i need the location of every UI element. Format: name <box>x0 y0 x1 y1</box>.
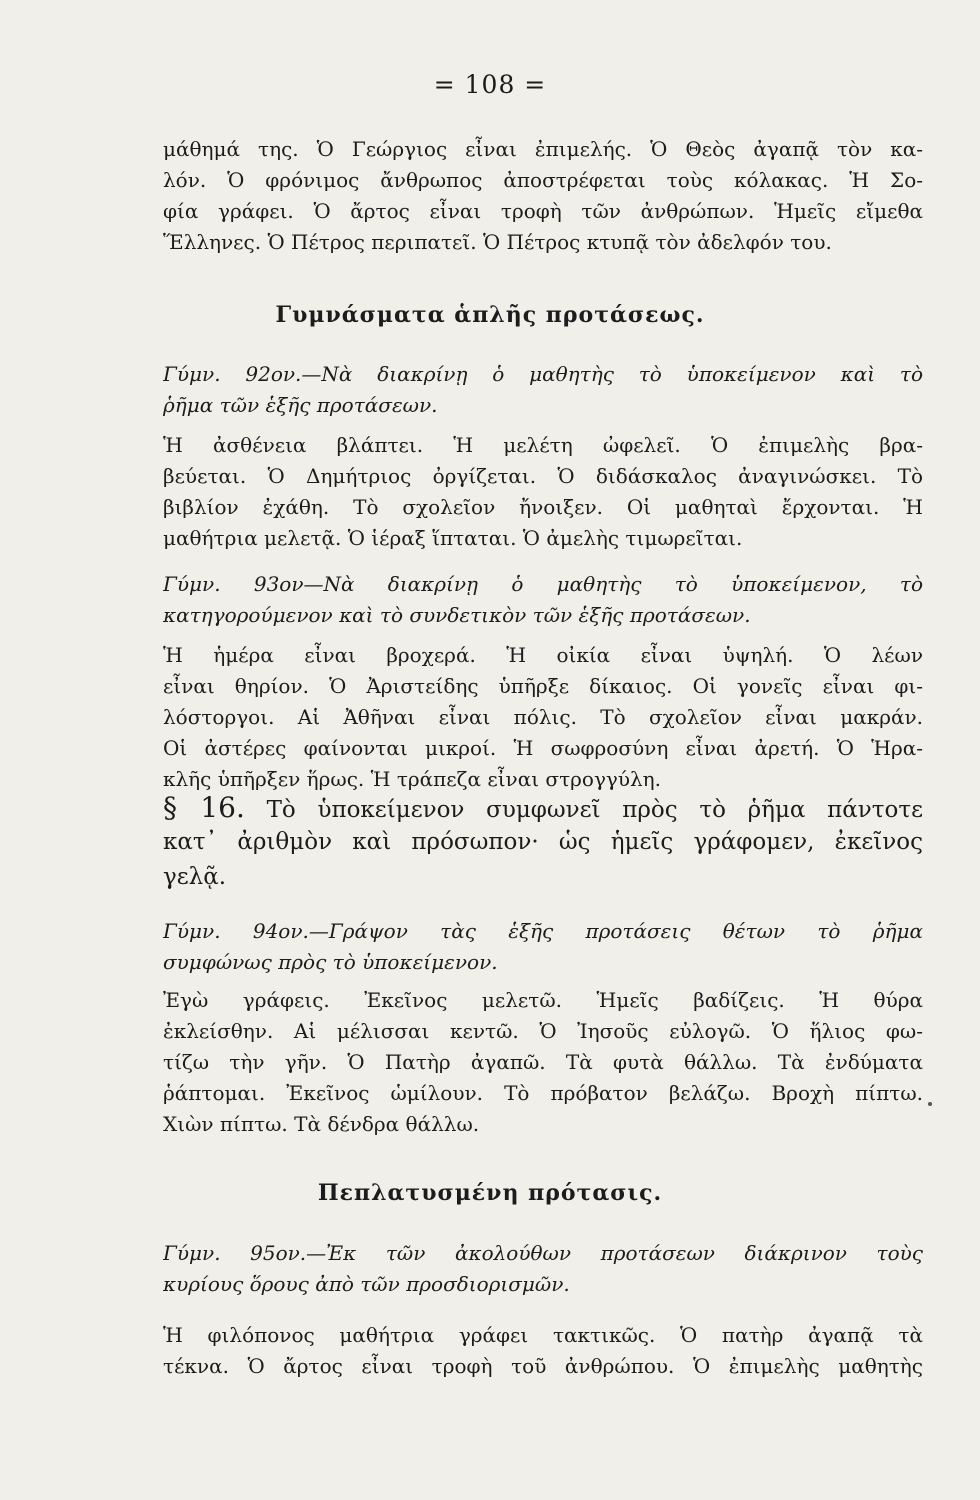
text-line: εἶναι θηρίον. Ὁ Ἀριστείδης ὑπῆρξε δίκαιος. Οἱ γονεῖς εἶναι φι- <box>163 674 923 698</box>
text-line: βιβλίον ἐχάθη. Τὸ σχολεῖον ἤνοιξεν. Οἱ μαθηταὶ ἔρχονται. Ἡ <box>163 495 923 519</box>
text-line: Γύμν. 92ον.—Νὰ διακρίνῃ ὁ μαθητὴς τὸ ὑποκείμενον καὶ τὸ <box>163 362 923 386</box>
text-line: Ἡ ἀσθένεια βλάπτει. Ἡ μελέτη ὠφελεῖ. Ὁ ἐπιμελὴς βρα- <box>163 433 923 457</box>
text-line: Γύμν. 93ον—Νὰ διακρίνῃ ὁ μαθητὴς τὸ ὑποκείμενον, τὸ <box>163 572 923 596</box>
text-line: μάθημά της. Ὁ Γεώργιος εἶναι ἐπιμελής. Ὁ Θεὸς ἀγαπᾷ τὸν κα- <box>163 137 923 161</box>
text-line: φία γράφει. Ὁ ἄρτος εἶναι τροφὴ τῶν ἀνθρώπων. Ἡμεῖς εἴμεθα <box>163 199 923 223</box>
exercise-95-text <box>163 1320 923 1382</box>
text-line: γελᾷ. <box>163 864 227 890</box>
text-line: συμφώνως πρὸς τὸ ὑποκείμενον. <box>163 950 498 974</box>
text-line: κλῆς ὑπῆρξεν ἥρως. Ἡ τράπεζα εἶναι στρογγύλη. <box>163 767 662 791</box>
text-line: λόν. Ὁ φρόνιμος ἄνθρωπος ἀποστρέφεται τοὺς κόλακας. Ἡ Σο- <box>163 168 923 192</box>
text-line: ἐκλείσθην. Αἱ μέλισσαι κεντῶ. Ὁ Ἰησοῦς εὐλογῶ. Ὁ ἥλιος φω- <box>163 1019 923 1043</box>
exercise-92-instruction <box>163 359 923 421</box>
text-line: τίζω τὴν γῆν. Ὁ Πατὴρ ἀγαπῶ. Τὰ φυτὰ θάλλω. Τὰ ἐνδύματα <box>163 1050 923 1074</box>
text-line: Γύμν. 94ον.—Γράψον τὰς ἑξῆς προτάσεις θέτων τὸ ῥῆμα <box>163 919 923 943</box>
text-line: κυρίους ὅρους ἀπὸ τῶν προσδιορισμῶν. <box>163 1272 570 1296</box>
text-line: Γύμν. 95ον.—Ἐκ τῶν ἀκολούθων προτάσεων διάκρινον τοὺς <box>163 1241 923 1265</box>
exercise-93-text <box>163 640 923 795</box>
text-line: μαθήτρια μελετᾷ. Ὁ ἱέραξ ἵπταται. Ὁ ἀμελὴς τιμωρεῖται. <box>163 526 743 550</box>
intro-paragraph <box>163 134 923 258</box>
text-line: κατ᾽ ἀριθμὸν καὶ πρόσωπον· ὡς ἡμεῖς γράφομεν, ἐκεῖνος <box>163 829 923 855</box>
text-line: ῥῆμα τῶν ἑξῆς προτάσεων. <box>163 393 438 417</box>
text-line: Ἐγὼ γράφεις. Ἐκεῖνος μελετῶ. Ἡμεῖς βαδίζεις. Ἡ θύρα <box>163 988 923 1012</box>
text-line: Ἕλληνες. Ὁ Πέτρος περιπατεῖ. Ὁ Πέτρος κτυπᾷ τὸν ἀδελφόν του. <box>163 230 832 254</box>
section-heading-simple-sentence: Γυμνάσματα ἁπλῆς προτάσεως. <box>275 302 705 328</box>
rule-text: Τὸ ὑποκείμενον συμφωνεῖ πρὸς τὸ ῥῆμα πάντοτε <box>266 797 923 823</box>
exercise-94-instruction <box>163 916 923 978</box>
text-line: Χιὼν πίπτω. Τὰ δένδρα θάλλω. <box>163 1112 480 1136</box>
text-line: τέκνα. Ὁ ἄρτος εἶναι τροφὴ τοῦ ἀνθρώπου. Ὁ ἐπιμελὴς μαθητὴς <box>163 1354 923 1378</box>
exercise-94-text <box>163 985 923 1140</box>
exercise-92-text <box>163 430 923 554</box>
text-line: Ἡ φιλόπονος μαθήτρια γράφει τακτικῶς. Ὁ πατὴρ ἀγαπᾷ τὰ <box>163 1323 923 1347</box>
text-line: Οἱ ἀστέρες φαίνονται μικροί. Ἡ σωφροσύνη εἶναι ἀρετή. Ὁ Ἡρα- <box>163 736 923 760</box>
text-line: λόστοργοι. Αἱ Ἀθῆναι εἶναι πόλις. Τὸ σχολεῖον εἶναι μακράν. <box>163 705 923 729</box>
text-line: ῥάπτομαι. Ἐκεῖνος ὡμίλουν. Τὸ πρόβατον βελάζω. Βροχὴ πίπτω. <box>163 1081 923 1105</box>
section-heading-expanded-sentence: Πεπλατυσμένη πρότασις. <box>317 1180 663 1206</box>
ink-speck <box>928 1102 932 1106</box>
text-line: βεύεται. Ὁ Δημήτριος ὀργίζεται. Ὁ διδάσκαλος ἀναγινώσκει. Τὸ <box>163 464 923 488</box>
exercise-95-instruction <box>163 1238 923 1300</box>
text-line: Ἡ ἡμέρα εἶναι βροχερά. Ἡ οἰκία εἶναι ὑψηλή. Ὁ λέων <box>163 643 923 667</box>
exercise-93-instruction <box>163 569 923 631</box>
section-mark: § 16. <box>163 791 245 824</box>
text-line <box>163 790 923 825</box>
section-16-rule <box>163 790 923 895</box>
text-line: κατηγορούμενον καὶ τὸ συνδετικὸν τῶν ἑξῆς προτάσεων. <box>163 603 751 627</box>
page-number: = 108 = <box>433 70 547 99</box>
